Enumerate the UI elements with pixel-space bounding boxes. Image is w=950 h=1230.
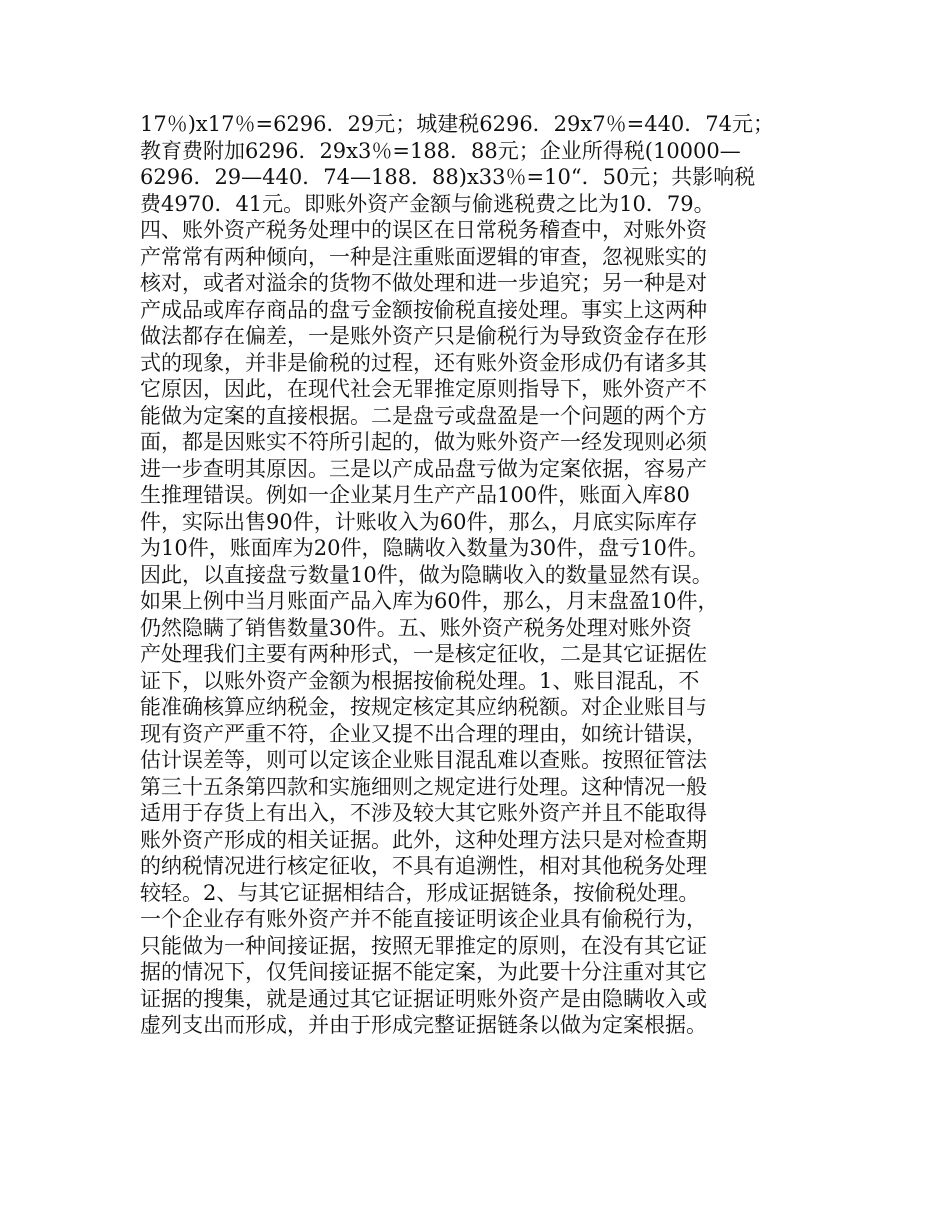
text-line: 6296．29—440．74—188．88)x33％=10“．50元；共影响税 [140, 165, 756, 189]
text-line: 面，都是因账实不符所引起的，做为账外资产一经发现则必须 [140, 430, 707, 454]
text-line: 第三十五条第四款和实施细则之规定进行处理。这种情况一般 [140, 774, 707, 799]
text-line: 能做为定案的直接根据。二是盘亏或盘盈是一个问题的两个方 [140, 403, 707, 428]
text-line: 适用于存货上有出入，不涉及较大其它账外资产并且不能取得 [140, 801, 707, 825]
text-line: 为10件，账面库为20件，隐瞒收入数量为30件，盘亏10件。 [140, 536, 709, 560]
text-line: 估计误差等，则可以定该企业账目混乱难以查账。按照征管法 [140, 748, 707, 772]
text-line: 教育费附加6296．29x3％=188．88元；企业所得税(10000— [140, 138, 741, 163]
text-line: 证下，以账外资产金额为根据按偷税处理。1、账目混乱，不 [140, 668, 700, 693]
text-line: 据的情况下，仅凭间接证据不能定案，为此要十分注重对其它 [140, 960, 707, 984]
text-line: 一个企业存有账外资产并不能直接证明该企业具有偷税行为， [140, 907, 707, 931]
text-line: 如果上例中当月账面产品入库为60件，那么，月末盘盈10件， [140, 589, 719, 613]
text-line: 虚列支出而形成，并由于形成完整证据链条以做为定案根据。 [140, 1013, 707, 1037]
text-line: 的纳税情况进行核定征收，不具有追溯性，相对其他税务处理 [140, 854, 707, 878]
text-line: 17％)x17％=6296．29元；城建税6296．29x7％=440．74元； [140, 112, 775, 136]
text-line: 件，实际出售90件，计账收入为60件，那么，月底实际库存 [140, 509, 698, 534]
text-line: 证据的搜集，就是通过其它证据证明账外资产是由隐瞒收入或 [140, 986, 707, 1011]
text-line: 产处理我们主要有两种形式，一是核定征收，二是其它证据佐 [140, 642, 707, 666]
text-line: 账外资产形成的相关证据。此外，这种处理方法只是对检查期 [140, 827, 707, 852]
text-line: 较轻。2、与其它证据相结合，形成证据链条，按偷税处理。 [140, 880, 700, 905]
body-text [140, 111, 830, 1039]
text-line: 做法都存在偏差，一是账外资产只是偷税行为导致资金存在形 [140, 324, 707, 348]
text-line: 产常常有两种倾向，一种是注重账面逻辑的审查，忽视账实的 [140, 244, 707, 269]
text-line: 核对，或者对溢余的货物不做处理和进一步追究；另一种是对 [140, 271, 707, 295]
text-line: 费4970．41元。即账外资产金额与偷逃税费之比为10．79。 [140, 191, 715, 216]
text-line: 仍然隐瞒了销售数量30件。五、账外资产税务处理对账外资 [140, 615, 692, 640]
text-line: 进一步查明其原因。三是以产成品盘亏做为定案依据，容易产 [140, 456, 707, 481]
text-line: 能准确核算应纳税金，按规定核定其应纳税额。对企业账目与 [140, 695, 707, 719]
text-line: 它原因，因此，在现代社会无罪推定原则指导下，账外资产不 [140, 377, 707, 401]
text-line: 只能做为一种间接证据，按照无罪推定的原则，在没有其它证 [140, 933, 707, 958]
text-line: 现有资产严重不符，企业又提不出合理的理由，如统计错误， [140, 721, 707, 746]
text-line: 四、账外资产税务处理中的误区在日常税务稽查中，对账外资 [140, 218, 707, 242]
text-line: 产成品或库存商品的盘亏金额按偷税直接处理。事实上这两种 [140, 297, 707, 322]
text-line: 因此，以直接盘亏数量10件，做为隐瞒收入的数量显然有误。 [140, 562, 713, 587]
text-line: 生推理错误。例如一企业某月生产产品100件，账面入库80 [140, 483, 690, 507]
text-line: 式的现象，并非是偷税的过程，还有账外资金形成仍有诸多其 [140, 350, 707, 375]
